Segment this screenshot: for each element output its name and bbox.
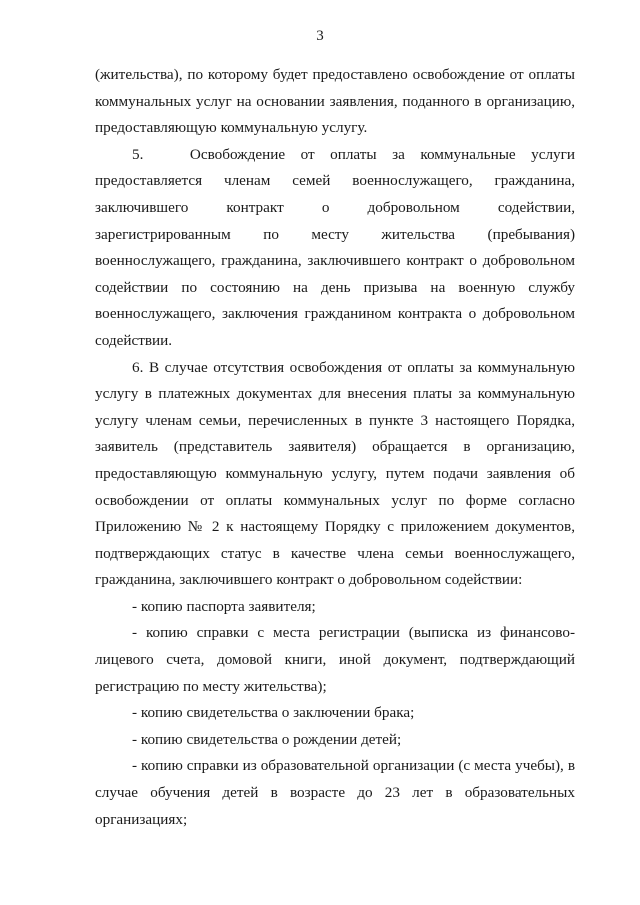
paragraph-item-6: 6. В случае отсутствия освобождения от оплаты за коммунальную услугу в платежных документах для внесения платы за коммунальную услугу членам семьи, перечисленных в пункте 3 настоящего Порядка, заявитель (представитель заявителя) обращается в организацию, предоставляющую коммунальную услугу, путем подачи заявления об освобождении от оплаты коммунальных услуг по форме согласно Приложению № 2 к настоящему Порядку с приложением документов, подтверждающих статус в качестве члена семьи военнослужащего, гражданина, заключившего контракт о добровольном содействии: — [95, 358, 575, 589]
list-item-birth: - копию свидетельства о рождении детей; — [132, 730, 402, 748]
paragraph-continuation: (жительства), по которому будет предоставлено освобождение от оплаты коммунальных услуг на основании заявления, поданного в организацию, предоставляющую коммунальную услугу. — [95, 66, 575, 137]
list-item-marriage: - копию свидетельства о заключении брака; — [132, 704, 415, 722]
list-item-education: - копию справки из образовательной организации (с места учебы), в случае обучения детей в возрасте до 23 лет в образовательных организациях; — [95, 757, 575, 828]
list-item-passport: - копию паспорта заявителя; — [132, 597, 316, 615]
list-item-registration: - копию справки с места регистрации (выписка из финансово-лицевого счета, домовой книги, иной документ, подтверждающий регистрацию по месту жительства); — [95, 624, 575, 695]
document-body — [95, 62, 575, 833]
paragraph-item-5: 5. Освобождение от оплаты за коммунальные услуги предоставляется членам семей военнослужащего, гражданина, заключившего контракт о добровольном содействии, зарегистрированным по месту жительства (пребывания) военнослужащего, гражданина, заключившего контракт о добровольном содействии по состоянию на день призыва на военную службу военнослужащего, заключения гражданином контракта о добровольном содействии. — [95, 145, 575, 349]
page-number: 3 — [316, 28, 324, 44]
